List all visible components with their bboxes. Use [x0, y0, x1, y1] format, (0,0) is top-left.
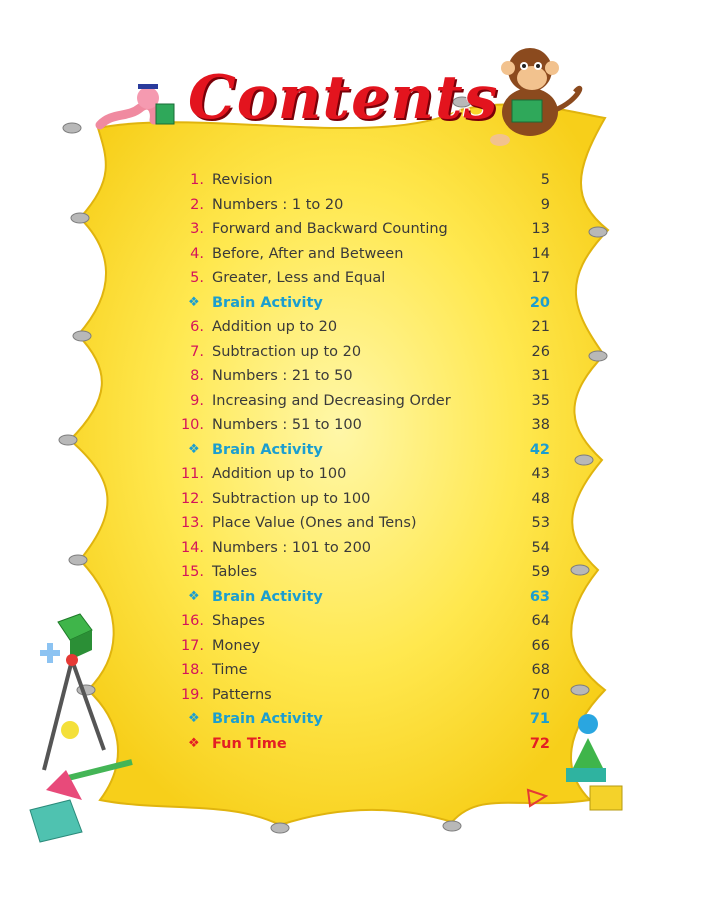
bullet-icon: ❖ [188, 735, 200, 751]
entry-title: Place Value (Ones and Tens) [212, 515, 417, 531]
chapter-number: 4. [190, 245, 204, 262]
toc-entry [172, 315, 550, 340]
chapter-number: 8. [190, 368, 204, 384]
page-number: 72 [529, 735, 550, 752]
entry-title: Tables [212, 564, 258, 580]
entry-title: Increasing and Decreasing Order [212, 392, 451, 409]
page-number: 13 [531, 221, 550, 237]
entry-title: Numbers : 51 to 100 [212, 417, 362, 433]
bookworm-reading-icon [100, 84, 174, 125]
entry-title: Money [212, 637, 261, 654]
toc-entry [172, 193, 550, 218]
toc-entry [172, 536, 550, 561]
page-number: 63 [529, 588, 550, 605]
page-number: 42 [529, 441, 550, 458]
page-number: 64 [531, 613, 550, 629]
toc-entry [172, 217, 550, 242]
chapter-number: 10. [180, 417, 204, 433]
page-number: 48 [531, 490, 550, 507]
toc-entry [172, 266, 550, 291]
toc-entry-brain-activity [172, 438, 550, 463]
chapter-number: 5. [190, 270, 204, 286]
toc-entry [172, 487, 550, 512]
chapter-number: 11. [180, 466, 204, 482]
bullet-icon: ❖ [188, 441, 200, 457]
toc-entry [172, 389, 550, 414]
chapter-number: 16. [180, 613, 204, 629]
toc-entry-brain-activity [172, 585, 550, 610]
entry-title: Numbers : 101 to 200 [212, 539, 372, 556]
bullet-icon: ❖ [188, 588, 200, 604]
entry-title: Forward and Backward Counting [212, 221, 448, 237]
entry-title: Brain Activity [212, 294, 323, 311]
chapter-number: 15. [180, 564, 204, 580]
toc-entry [172, 658, 550, 683]
page-number: 38 [531, 417, 550, 433]
toc-entry [172, 340, 550, 365]
bullet-icon: ❖ [188, 294, 200, 310]
chapter-number: 13. [180, 515, 204, 531]
chapter-number: 6. [190, 319, 204, 335]
entry-title: Brain Activity [212, 588, 323, 605]
chapter-number: 7. [190, 343, 204, 360]
entry-title: Addition up to 100 [212, 466, 347, 482]
toc-entry [172, 242, 550, 267]
toc-entry [172, 413, 550, 438]
chapter-number: 19. [180, 686, 204, 703]
entry-title: Greater, Less and Equal [212, 270, 386, 286]
entry-title: Time [212, 662, 248, 678]
page-number: 31 [531, 368, 550, 384]
entry-title: Shapes [212, 613, 265, 629]
page-number: 9 [540, 196, 550, 213]
toc-entry-fun-time [172, 732, 550, 757]
chapter-number: 3. [190, 221, 204, 237]
page-number: 17 [531, 270, 550, 286]
chapter-number: 17. [180, 637, 204, 654]
toc-entry-brain-activity [172, 291, 550, 316]
toc-entry [172, 634, 550, 659]
page-title: Contents [188, 63, 499, 133]
toc-entry [172, 560, 550, 585]
entry-title: Brain Activity [212, 441, 323, 458]
chapter-number: 9. [190, 392, 204, 409]
chapter-number: 18. [180, 662, 204, 678]
toc-entry [172, 511, 550, 536]
toc-entry [172, 168, 550, 193]
entry-title: Numbers : 21 to 50 [212, 368, 353, 384]
page-number: 14 [531, 245, 550, 262]
entry-title: Patterns [212, 686, 272, 703]
toc-entry [172, 683, 550, 708]
page-number: 43 [531, 466, 550, 482]
page-number: 53 [531, 515, 550, 531]
page-number: 70 [531, 686, 550, 703]
toc-entry [172, 609, 550, 634]
page-number: 71 [529, 711, 550, 727]
chapter-number: 12. [180, 490, 204, 507]
toc-entry [172, 364, 550, 389]
bullet-icon: ❖ [188, 711, 200, 726]
page-number: 35 [531, 392, 550, 409]
page-number: 21 [531, 319, 550, 335]
page-number: 66 [531, 637, 550, 654]
page-number: 5 [540, 172, 550, 188]
entry-title: Brain Activity [212, 711, 323, 727]
entry-title: Subtraction up to 20 [212, 343, 362, 360]
entry-title: Before, After and Between [212, 245, 404, 262]
page-number: 54 [531, 539, 550, 556]
entry-title: Numbers : 1 to 20 [212, 196, 344, 213]
page-number: 68 [531, 662, 550, 678]
chapter-number: 14. [180, 539, 204, 556]
page-number: 59 [531, 564, 550, 580]
entry-title: Addition up to 20 [212, 319, 338, 335]
table-of-contents [172, 168, 550, 756]
toc-entry-brain-activity [172, 707, 550, 732]
toc-entry [172, 462, 550, 487]
chapter-number: 2. [190, 196, 204, 213]
entry-title: Revision [212, 172, 273, 188]
page-number: 20 [529, 294, 550, 311]
chapter-number: 1. [190, 172, 204, 188]
entry-title: Subtraction up to 100 [212, 490, 371, 507]
entry-title: Fun Time [212, 735, 287, 752]
page-number: 26 [531, 343, 550, 360]
